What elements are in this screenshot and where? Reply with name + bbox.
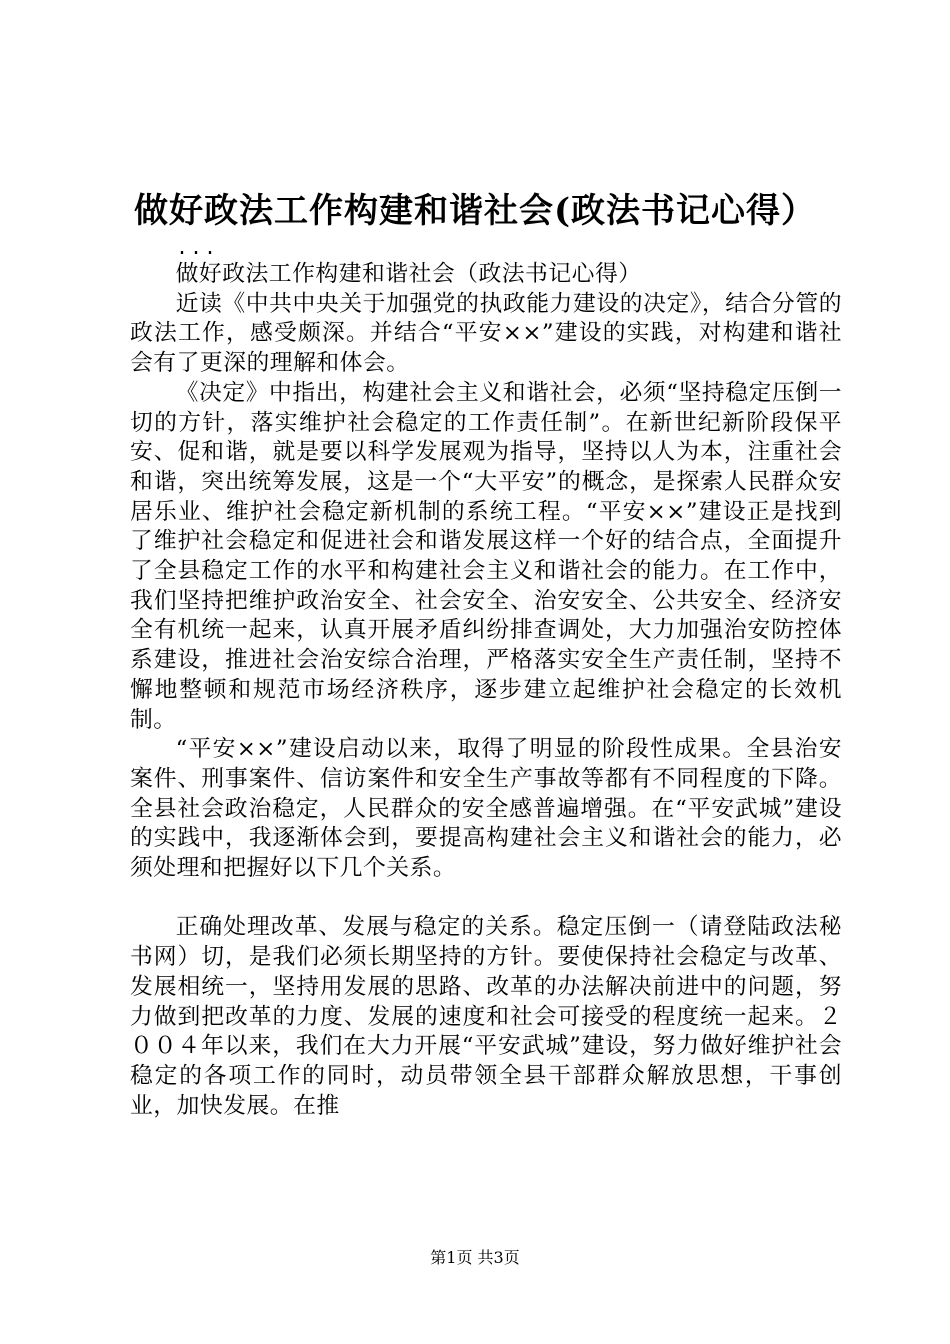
title-continuation-ellipsis: ... [176, 238, 219, 261]
document-title: 做好政法工作构建和谐社会(政法书记心得） [133, 191, 817, 231]
body-paragraph: 近读《中共中央关于加强党的执政能力建设的决定》，结合分管的政法工作，感受颇深。并结合“平安××”建设的实践，对构建和谐社会有了更深的理解和体会。 [130, 290, 842, 377]
body-paragraph: 正确处理改革、发展与稳定的关系。稳定压倒一（请登陆政法秘书网）切，是我们必须长期坚持的方针。要使保持社会稳定与改革、发展相统一，坚持用发展的思路、改革的办法解决前进中的问题，努力做到把改革的力度、发展的速度和社会可接受的程度统一起来。２００４年以来，我们在大力开展“平安武城”建设，努力做好维护社会稳定的各项工作的同时，动员带领全县干部群众解放思想，干事创业，加快发展。在推 [130, 914, 842, 1119]
document-body [130, 260, 842, 1121]
body-paragraph: 《决定》中指出，构建社会主义和谐社会，必须“坚持稳定压倒一切的方针，落实维护社会稳定的工作责任制”。在新世纪新阶段保平安、促和谐，就是要以科学发展观为指导，坚持以人为本，注重社会和谐，突出统筹发展，这是一个“大平安”的概念，是探索人民群众安居乐业、维护社会稳定新机制的系统工程。“平安××”建设正是找到了维护社会稳定和促进社会和谐发展这样一个好的结合点，全面提升了全县稳定工作的水平和构建社会主义和谐社会的能力。在工作中，我们坚持把维护政治安全、社会安全、治安安全、公共安全、经济安全有机统一起来，认真开展矛盾纠纷排查调处，大力加强治安防控体系建设，推进社会治安综合治理，严格落实安全生产责任制，坚持不懈地整顿和规范市场经济秩序，逐步建立起维护社会稳定的长效机制。 [130, 379, 842, 733]
body-paragraph: “平安××”建设启动以来，取得了明显的阶段性成果。全县治安案件、刑事案件、信访案件和安全生产事故等都有不同程度的下降。全县社会政治稳定，人民群众的安全感普遍增强。在“平安武城”建设的实践中，我逐渐体会到，要提高构建社会主义和谐社会的能力，必须处理和把握好以下几个关系。 [130, 736, 842, 882]
page-number-footer: 第1页 共3页 [430, 1248, 520, 1267]
subtitle-paragraph: 做好政法工作构建和谐社会（政法书记心得） [175, 261, 642, 287]
